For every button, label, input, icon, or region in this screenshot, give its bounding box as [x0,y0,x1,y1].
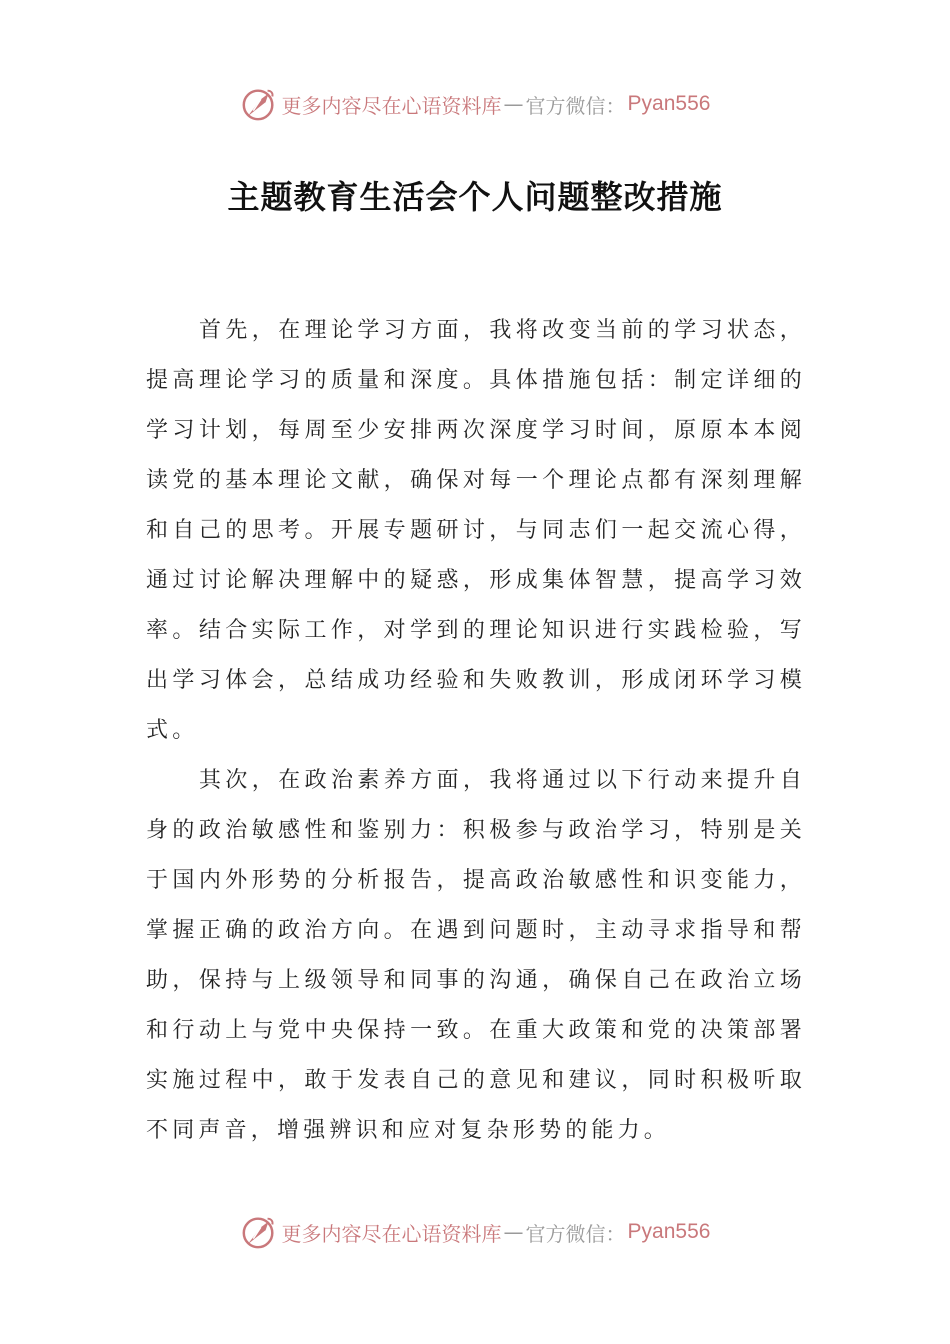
banner-separator: — [503,1220,524,1244]
banner-site-name: 更多内容尽在心语资料库 [281,1221,502,1246]
document-body [146,306,806,1156]
quill-pen-logo-icon [240,85,278,123]
banner-wechat-id: Pyan556 [627,92,711,115]
banner-site-name: 更多内容尽在心语资料库 [281,93,502,118]
banner-separator: — [503,92,524,116]
header-banner [0,82,950,126]
banner-wechat-label: 官方微信： [525,93,626,118]
paragraph-theory-study: 首先，在理论学习方面，我将改变当前的学习状态，提高理论学习的质量和深度。具体措施包括：制定详细的学习计划，每周至少安排两次深度学习时间，原原本本阅读党的基本理论文献，确保对每一个理论点都有深刻理解和自己的思考。开展专题研讨，与同志们一起交流心得，通过讨论解决理解中的疑惑，形成集体智慧，提高学习效率。结合实际工作，对学到的理论知识进行实践检验，写出学习体会，总结成功经验和失败教训，形成闭环学习模式。 [146,318,806,743]
paragraph-political-literacy: 其次，在政治素养方面，我将通过以下行动来提升自身的政治敏感性和鉴别力：积极参与政治学习，特别是关于国内外形势的分析报告，提高政治敏感性和识变能力，掌握正确的政治方向。在遇到问题时，主动寻求指导和帮助，保持与上级领导和同事的沟通，确保自己在政治立场和行动上与党中央保持一致。在重大政策和党的决策部署实施过程中，敢于发表自己的意见和建议，同时积极听取不同声音，增强辨识和应对复杂形势的能力。 [146,768,806,1143]
quill-pen-logo-icon [240,1213,278,1251]
banner-wechat-id: Pyan556 [627,1220,711,1243]
banner-wechat-label: 官方微信： [525,1221,626,1246]
footer-banner [0,1210,950,1254]
document-title: 主题教育生活会个人问题整改措施 [227,178,723,216]
